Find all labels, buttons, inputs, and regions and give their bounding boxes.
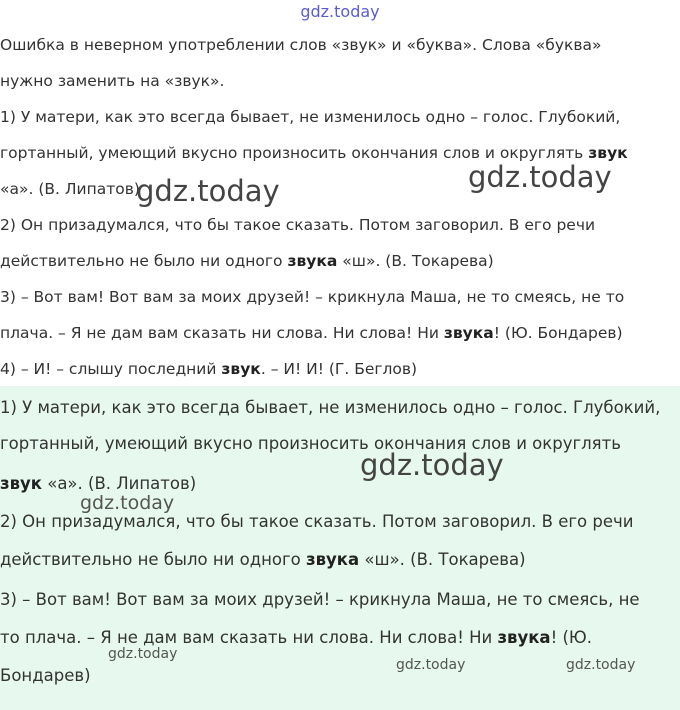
sentence-1-line-1: 1) У матери, как это всегда бывает, не изменилось одно – голос. Глубокий, — [0, 108, 621, 126]
highlighted-word: звука — [443, 324, 494, 342]
highlighted-word: звука — [497, 628, 551, 647]
answer-2-line-2 — [0, 550, 526, 569]
watermark: gdz.today — [108, 646, 178, 662]
highlighted-word: звука — [306, 550, 360, 569]
highlighted-word: звук — [588, 144, 628, 162]
sentence-2-text: действительно не было ни одного — [0, 252, 288, 270]
sentence-2-line-1: 2) Он призадумался, что бы такое сказать. Потом заговорил. В его речи — [0, 216, 596, 234]
answer-1-tail: «а». (В. Липатов) — [41, 474, 197, 493]
answer-1-line-1: 1) У матери, как это всегда бывает, не изменилось одно – голос. Глубокий, — [0, 398, 661, 417]
answer-3-text: то плача. – Я не дам вам сказать ни слова. Ни слова! Ни — [0, 628, 498, 647]
answer-1-line-2: гортанный, умеющий вкусно произносить окончания слов и округлять — [0, 434, 621, 453]
watermark: gdz.today — [80, 492, 175, 514]
sentence-4-text: 4) – И! – слышу последний — [0, 360, 222, 378]
answer-2-text: действительно не было ни одного — [0, 550, 306, 569]
sentence-3-text: плача. – Я не дам вам сказать ни слова. Ни слова! Ни — [0, 324, 444, 342]
sentence-1-line-3: «а». (В. Липатов) — [0, 180, 140, 198]
watermark: gdz.today — [396, 657, 466, 673]
answer-3-line-1: 3) – Вот вам! Вот вам за моих друзей! – крикнула Маша, не то смеясь, не — [0, 590, 640, 609]
intro-line-1: Ошибка в неверном употреблении слов «звук» и «буква». Слова «буква» — [0, 36, 602, 54]
highlighted-word: звук — [221, 360, 261, 378]
answer-1-line-3 — [0, 474, 196, 493]
highlighted-word: звука — [287, 252, 338, 270]
intro-line-2: нужно заменить на «звук». — [0, 72, 225, 90]
answer-2-tail: «ш». (В. Токарева) — [359, 550, 526, 569]
sentence-3-tail: ! (Ю. Бондарев) — [493, 324, 623, 342]
sentence-2-line-2 — [0, 252, 494, 270]
sentence-3-line-2 — [0, 324, 623, 342]
answer-2-line-1: 2) Он призадумался, что бы такое сказать. Потом заговорил. В его речи — [0, 512, 634, 531]
answer-3-line-2 — [0, 628, 592, 647]
answer-3-line-3: Бондарев) — [0, 666, 91, 685]
highlighted-word: звук — [0, 474, 42, 493]
watermark: gdz.today — [360, 448, 504, 482]
watermark: gdz.today — [136, 174, 280, 208]
watermark: gdz.today — [566, 657, 636, 673]
sentence-4-line-1 — [0, 360, 417, 378]
sentence-4-tail: . – И! И! (Г. Беглов) — [260, 360, 418, 378]
watermark: gdz.today — [468, 160, 612, 194]
sentence-3-line-1: 3) – Вот вам! Вот вам за моих друзей! – крикнула Маша, не то смеясь, не то — [0, 288, 625, 306]
answer-3-tail: ! (Ю. — [550, 628, 592, 647]
watermark-top: gdz.today — [300, 2, 380, 21]
sentence-1-text: гортанный, умеющий вкусно произносить окончания слов и округлять — [0, 144, 589, 162]
sentence-2-tail: «ш». (В. Токарева) — [337, 252, 494, 270]
